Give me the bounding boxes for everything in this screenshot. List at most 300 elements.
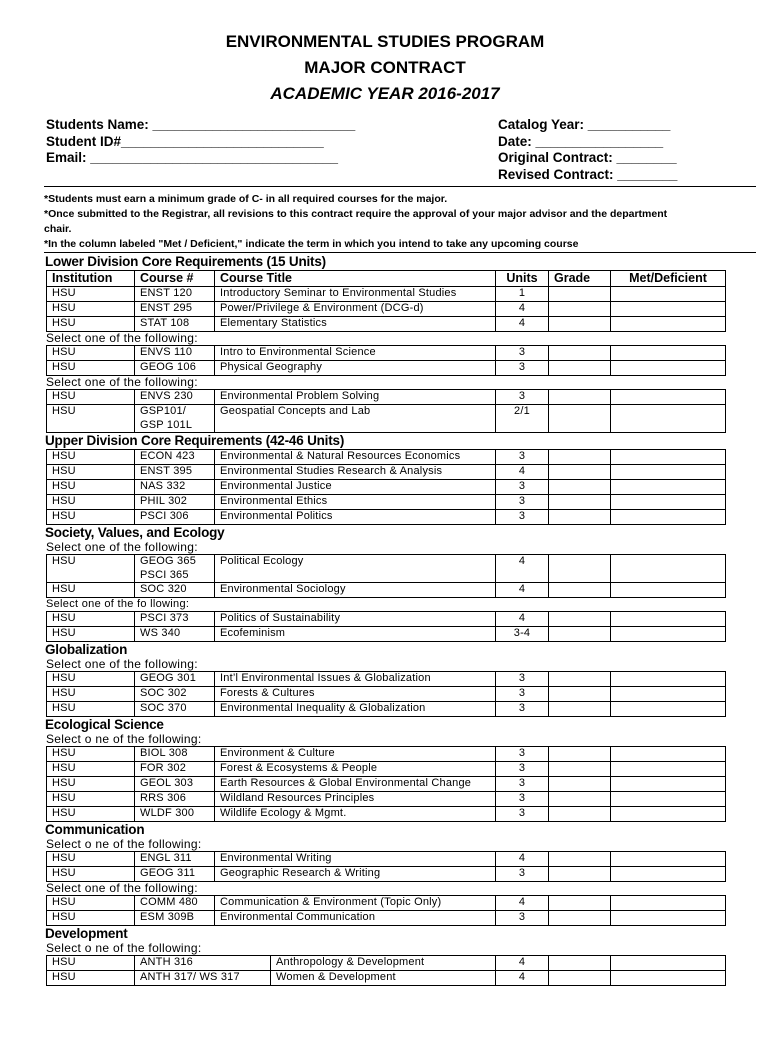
grade-cell[interactable] <box>549 495 611 510</box>
units-cell: 4 <box>496 971 549 986</box>
table-ecological-science <box>0 746 770 822</box>
institution-cell: HSU <box>47 777 135 792</box>
note-revisions: *Once submitted to the Registrar, all revisions to this contract require the approval of your major advisor and the department chair. <box>44 208 668 235</box>
table-row <box>47 583 726 598</box>
course-number-cell <box>135 361 215 376</box>
institution-cell: HSU <box>47 747 135 762</box>
institution-cell: HSU <box>47 450 135 465</box>
met-deficient-cell[interactable] <box>611 346 726 361</box>
major-contract-page <box>0 29 770 1053</box>
met-deficient-cell[interactable] <box>611 911 726 926</box>
institution-cell: HSU <box>47 702 135 717</box>
institution-cell: HSU <box>47 317 135 332</box>
units-cell: 4 <box>496 896 549 911</box>
institution-cell: HSU <box>47 346 135 361</box>
units-cell: 3 <box>496 911 549 926</box>
table-row <box>47 867 726 882</box>
academic-year-title: ACADEMIC YEAR 2016-2017 <box>270 84 500 103</box>
table-lower-division-required <box>0 270 770 332</box>
units-cell: 4 <box>496 317 549 332</box>
course-table <box>46 554 726 598</box>
course-number: RRS 306 <box>140 792 187 804</box>
course-title-cell: Women & Development <box>271 971 496 986</box>
grade-cell[interactable] <box>549 687 611 702</box>
table-communication-option-1 <box>0 851 770 882</box>
grade-cell[interactable] <box>549 971 611 986</box>
course-number: PHIL 302 <box>140 495 188 507</box>
course-number-cell <box>135 911 215 926</box>
units-cell: 3 <box>496 867 549 882</box>
units-cell: 4 <box>496 956 549 971</box>
select-label: Select o ne of the following: <box>46 941 202 955</box>
course-number: ECON 423 <box>140 450 195 462</box>
course-title-cell: Environmental Sociology <box>215 583 496 598</box>
grade-cell[interactable] <box>549 465 611 480</box>
table-row <box>47 911 726 926</box>
select-label: Select one of the following: <box>46 540 198 554</box>
table-row <box>47 405 726 433</box>
met-deficient-cell[interactable] <box>611 405 726 433</box>
table-row <box>47 302 726 317</box>
grade-cell[interactable] <box>549 867 611 882</box>
section-lower-division: Lower Division Core Requirements (15 Units) <box>45 254 326 269</box>
course-title-cell: Environment & Culture <box>215 747 496 762</box>
course-number: ENVS 230 <box>140 390 193 402</box>
course-number-cell <box>135 302 215 317</box>
table-row <box>47 971 726 986</box>
grade-cell[interactable] <box>549 346 611 361</box>
table-row <box>47 555 726 583</box>
course-number: ENVS 110 <box>140 346 193 358</box>
course-title-cell: Physical Geography <box>215 361 496 376</box>
met-deficient-cell[interactable] <box>611 747 726 762</box>
table-row <box>47 777 726 792</box>
table-lower-division-option-2 <box>0 389 770 433</box>
course-number-cell <box>135 777 215 792</box>
course-number-cell <box>135 612 215 627</box>
institution-cell: HSU <box>47 390 135 405</box>
course-number-cell <box>135 317 215 332</box>
units-cell: 4 <box>496 852 549 867</box>
table-row <box>47 390 726 405</box>
table-row <box>47 852 726 867</box>
student-info-left <box>46 117 355 167</box>
institution-cell: HSU <box>47 672 135 687</box>
institution-cell: HSU <box>47 792 135 807</box>
course-table <box>46 345 726 376</box>
table-development <box>0 955 770 986</box>
course-number-cell <box>135 465 215 480</box>
table-upper-division-core <box>0 449 770 525</box>
course-number-cell <box>135 583 215 598</box>
met-deficient-cell[interactable] <box>611 495 726 510</box>
course-title-cell: Forests & Cultures <box>215 687 496 702</box>
units-cell: 2/1 <box>496 405 549 433</box>
course-title-cell: Environmental Inequality & Globalization <box>215 702 496 717</box>
met-deficient-cell[interactable] <box>611 302 726 317</box>
grade-cell[interactable] <box>549 807 611 822</box>
table-row <box>47 896 726 911</box>
institution-cell: HSU <box>47 612 135 627</box>
course-title-cell: Environmental Writing <box>215 852 496 867</box>
met-deficient-cell[interactable] <box>611 627 726 642</box>
column-header-units: Units <box>496 271 549 287</box>
course-number: PSCI 373 <box>140 612 189 624</box>
section-communication: Communication <box>45 822 145 837</box>
course-number-cell <box>135 480 215 495</box>
course-table <box>46 895 726 926</box>
met-deficient-cell[interactable] <box>611 807 726 822</box>
student-id-field[interactable]: Student ID#___________________________ <box>46 133 324 149</box>
grade-cell[interactable] <box>549 390 611 405</box>
course-number: ANTH 316 <box>140 956 193 968</box>
select-label: Select one of the following: <box>46 375 198 389</box>
course-number-cell <box>135 672 215 687</box>
units-cell: 3 <box>496 510 549 525</box>
met-deficient-cell[interactable] <box>611 583 726 598</box>
table-lower-division-option-1 <box>0 345 770 376</box>
table-row <box>47 807 726 822</box>
grade-cell[interactable] <box>549 777 611 792</box>
units-cell: 3 <box>496 495 549 510</box>
met-deficient-cell[interactable] <box>611 687 726 702</box>
course-title-cell: Wildland Resources Principles <box>215 792 496 807</box>
course-title-cell: Introductory Seminar to Environmental Studies <box>215 287 496 302</box>
met-deficient-cell[interactable] <box>611 852 726 867</box>
met-deficient-cell[interactable] <box>611 465 726 480</box>
column-header-title: Course Title <box>215 271 496 287</box>
grade-cell[interactable] <box>549 480 611 495</box>
units-cell: 3 <box>496 747 549 762</box>
contract-info-right <box>498 117 677 183</box>
column-header-met-deficient: Met/Deficient <box>611 271 726 287</box>
column-header-institution: Institution <box>47 271 135 287</box>
course-number: ENGL 311 <box>140 852 192 864</box>
original-contract-field[interactable]: Original Contract: ________ <box>498 150 677 165</box>
course-number-cell <box>135 346 215 361</box>
met-deficient-cell[interactable] <box>611 777 726 792</box>
institution-cell: HSU <box>47 687 135 702</box>
course-number: GEOL 303 <box>140 777 194 789</box>
course-number-cell <box>135 747 215 762</box>
course-number: STAT 108 <box>140 317 190 329</box>
revised-contract-field[interactable]: Revised Contract: ________ <box>498 166 678 182</box>
email-field[interactable]: Email: _________________________________ <box>46 150 339 165</box>
table-row <box>47 361 726 376</box>
institution-cell: HSU <box>47 361 135 376</box>
select-label: Select one of the following: <box>46 331 198 345</box>
table-row <box>47 747 726 762</box>
table-row <box>47 612 726 627</box>
course-table <box>46 851 726 882</box>
institution-cell: HSU <box>47 302 135 317</box>
section-ecological-science: Ecological Science <box>45 717 164 732</box>
course-title-cell: Environmental Problem Solving <box>215 390 496 405</box>
catalog-year-field[interactable]: Catalog Year: ___________ <box>498 117 671 132</box>
table-row <box>47 450 726 465</box>
course-title-cell: Earth Resources & Global Environmental Change <box>215 777 496 792</box>
grade-cell[interactable] <box>549 612 611 627</box>
course-number-alt: GSP 101L <box>140 418 193 431</box>
institution-cell: HSU <box>47 465 135 480</box>
units-cell: 3 <box>496 346 549 361</box>
contract-notes <box>0 192 770 252</box>
units-cell: 4 <box>496 583 549 598</box>
units-cell: 4 <box>496 555 549 583</box>
course-number-cell <box>135 792 215 807</box>
table-row <box>47 792 726 807</box>
units-cell: 3 <box>496 480 549 495</box>
course-title-cell: Geographic Research & Writing <box>215 867 496 882</box>
column-header-course: Course # <box>135 271 215 287</box>
course-number-cell <box>135 971 271 986</box>
table-row <box>47 465 726 480</box>
course-title-cell: Environmental Ethics <box>215 495 496 510</box>
institution-cell: HSU <box>47 852 135 867</box>
section-development: Development <box>45 926 128 941</box>
grade-cell[interactable] <box>549 747 611 762</box>
course-number: PSCI 306 <box>140 510 189 522</box>
section-society-values-ecology: Society, Values, and Ecology <box>45 525 225 540</box>
course-number: BIOL 308 <box>140 747 188 759</box>
course-table <box>46 270 726 332</box>
met-deficient-cell[interactable] <box>611 867 726 882</box>
institution-cell: HSU <box>47 807 135 822</box>
course-number-cell <box>135 555 215 583</box>
institution-cell: HSU <box>47 480 135 495</box>
met-deficient-cell[interactable] <box>611 510 726 525</box>
grade-cell[interactable] <box>549 317 611 332</box>
grade-cell[interactable] <box>549 287 611 302</box>
grade-cell[interactable] <box>549 510 611 525</box>
course-number: ENST 120 <box>140 287 193 299</box>
institution-cell: HSU <box>47 510 135 525</box>
units-cell: 3 <box>496 390 549 405</box>
course-number: ANTH 317/ WS 317 <box>140 971 240 983</box>
course-title-cell: Politics of Sustainability <box>215 612 496 627</box>
student-name-field[interactable]: Students Name: ___________________________ <box>46 117 356 132</box>
grade-cell[interactable] <box>549 555 611 583</box>
note-met-deficient: *In the column labeled "Met / Deficient," indicate the term in which you intend to take any upcoming course <box>44 238 579 250</box>
course-number: GEOG 365 <box>140 555 197 567</box>
course-number-cell <box>135 807 215 822</box>
course-title-cell: Anthropology & Development <box>271 956 496 971</box>
met-deficient-cell[interactable] <box>611 555 726 583</box>
course-title-cell: Power/Privilege & Environment (DCG-d) <box>215 302 496 317</box>
course-number: FOR 302 <box>140 762 187 774</box>
institution-cell: HSU <box>47 971 135 986</box>
grade-cell[interactable] <box>549 792 611 807</box>
grade-cell[interactable] <box>549 762 611 777</box>
course-table <box>46 389 726 433</box>
course-title-cell: Communication & Environment (Topic Only) <box>215 896 496 911</box>
table-communication-option-2 <box>0 895 770 926</box>
table-row <box>47 687 726 702</box>
section-globalization: Globalization <box>45 642 128 657</box>
course-title-cell: Environmental & Natural Resources Economics <box>215 450 496 465</box>
course-title-cell: Elementary Statistics <box>215 317 496 332</box>
course-title-cell: Forest & Ecosystems & People <box>215 762 496 777</box>
units-cell: 3 <box>496 672 549 687</box>
course-table <box>46 746 726 822</box>
units-cell: 1 <box>496 287 549 302</box>
course-number-cell <box>135 702 215 717</box>
course-number: ENST 295 <box>140 302 193 314</box>
institution-cell: HSU <box>47 555 135 583</box>
table-row <box>47 317 726 332</box>
grade-cell[interactable] <box>549 911 611 926</box>
course-number: ENST 395 <box>140 465 193 477</box>
course-number-cell <box>135 762 215 777</box>
course-title-cell: Int’l Environmental Issues & Globalization <box>215 672 496 687</box>
course-number-cell <box>135 867 215 882</box>
section-upper-division: Upper Division Core Requirements (42-46 Units) <box>45 433 345 448</box>
met-deficient-cell[interactable] <box>611 762 726 777</box>
course-number: SOC 302 <box>140 687 187 699</box>
met-deficient-cell[interactable] <box>611 672 726 687</box>
institution-cell: HSU <box>47 583 135 598</box>
course-table <box>46 955 726 986</box>
institution-cell: HSU <box>47 896 135 911</box>
date-field[interactable]: Date: _________________ <box>498 133 664 149</box>
grade-cell[interactable] <box>549 852 611 867</box>
units-cell: 3 <box>496 807 549 822</box>
course-title-cell: Environmental Politics <box>215 510 496 525</box>
select-label: Select one of the following: <box>46 657 198 671</box>
institution-cell: HSU <box>47 287 135 302</box>
units-cell: 3 <box>496 450 549 465</box>
course-number: SOC 370 <box>140 702 187 714</box>
student-info-header <box>0 117 770 187</box>
course-number: GEOG 301 <box>140 672 197 684</box>
units-cell: 4 <box>496 465 549 480</box>
table-society-option-2 <box>0 611 770 642</box>
units-cell: 3 <box>496 702 549 717</box>
grade-cell[interactable] <box>549 627 611 642</box>
table-row <box>47 702 726 717</box>
table-globalization <box>0 671 770 717</box>
column-header-grade: Grade <box>549 271 611 287</box>
course-title-cell: Environmental Studies Research & Analysis <box>215 465 496 480</box>
course-number-cell <box>135 896 215 911</box>
institution-cell: HSU <box>47 495 135 510</box>
header-divider <box>44 186 756 187</box>
course-table <box>46 671 726 717</box>
course-title-cell: Political Ecology <box>215 555 496 583</box>
note-minimum-grade: *Students must earn a minimum grade of C- in all required courses for the major. <box>44 193 448 205</box>
met-deficient-cell[interactable] <box>611 956 726 971</box>
course-title-cell: Environmental Justice <box>215 480 496 495</box>
program-title: ENVIRONMENTAL STUDIES PROGRAM <box>225 32 545 51</box>
course-number-cell <box>135 405 215 433</box>
notes-divider <box>44 252 756 253</box>
met-deficient-cell[interactable] <box>611 792 726 807</box>
grade-cell[interactable] <box>549 302 611 317</box>
course-number-cell <box>135 450 215 465</box>
table-row <box>47 510 726 525</box>
units-cell: 3-4 <box>496 627 549 642</box>
table-row <box>47 287 726 302</box>
met-deficient-cell[interactable] <box>611 390 726 405</box>
grade-cell[interactable] <box>549 450 611 465</box>
course-number-cell <box>135 687 215 702</box>
table-row <box>47 480 726 495</box>
select-label: Select one of the fo llowing: <box>46 598 190 610</box>
table-header-row <box>47 271 726 287</box>
institution-cell: HSU <box>47 762 135 777</box>
grade-cell[interactable] <box>549 702 611 717</box>
course-title-cell: Intro to Environmental Science <box>215 346 496 361</box>
course-number: COMM 480 <box>140 896 198 908</box>
select-label: Select o ne of the following: <box>46 837 202 851</box>
course-number-alt: PSCI 365 <box>140 568 189 581</box>
units-cell: 3 <box>496 777 549 792</box>
institution-cell: HSU <box>47 405 135 433</box>
grade-cell[interactable] <box>549 956 611 971</box>
course-number: ESM 309B <box>140 911 195 923</box>
met-deficient-cell[interactable] <box>611 317 726 332</box>
table-society-option-1 <box>0 554 770 598</box>
units-cell: 4 <box>496 302 549 317</box>
course-number-cell <box>135 495 215 510</box>
course-title-cell: Geospatial Concepts and Lab <box>215 405 496 433</box>
grade-cell[interactable] <box>549 405 611 433</box>
course-number: GEOG 106 <box>140 361 197 373</box>
course-table <box>46 611 726 642</box>
institution-cell: HSU <box>47 627 135 642</box>
table-row <box>47 762 726 777</box>
course-number: GSP101/ <box>140 405 187 417</box>
table-row <box>47 346 726 361</box>
units-cell: 3 <box>496 361 549 376</box>
units-cell: 3 <box>496 792 549 807</box>
course-number: WLDF 300 <box>140 807 195 819</box>
met-deficient-cell[interactable] <box>611 361 726 376</box>
units-cell: 3 <box>496 687 549 702</box>
grade-cell[interactable] <box>549 361 611 376</box>
table-row <box>47 672 726 687</box>
course-number-cell <box>135 287 215 302</box>
course-number: NAS 332 <box>140 480 186 492</box>
met-deficient-cell[interactable] <box>611 971 726 986</box>
course-title-cell: Wildlife Ecology & Mgmt. <box>215 807 496 822</box>
table-row <box>47 956 726 971</box>
course-number-cell <box>135 510 215 525</box>
met-deficient-cell[interactable] <box>611 450 726 465</box>
met-deficient-cell[interactable] <box>611 896 726 911</box>
grade-cell[interactable] <box>549 583 611 598</box>
contract-title: MAJOR CONTRACT <box>304 58 466 77</box>
grade-cell[interactable] <box>549 896 611 911</box>
institution-cell: HSU <box>47 956 135 971</box>
course-number: SOC 320 <box>140 583 187 595</box>
units-cell: 3 <box>496 762 549 777</box>
course-number-cell <box>135 852 215 867</box>
units-cell: 4 <box>496 612 549 627</box>
grade-cell[interactable] <box>549 672 611 687</box>
course-title-cell: Ecofeminism <box>215 627 496 642</box>
met-deficient-cell[interactable] <box>611 612 726 627</box>
select-label: Select o ne of the following: <box>46 732 202 746</box>
institution-cell: HSU <box>47 911 135 926</box>
met-deficient-cell[interactable] <box>611 702 726 717</box>
met-deficient-cell[interactable] <box>611 480 726 495</box>
course-number-cell <box>135 956 271 971</box>
course-number: GEOG 311 <box>140 867 196 879</box>
table-row <box>47 627 726 642</box>
met-deficient-cell[interactable] <box>611 287 726 302</box>
course-title-cell: Environmental Communication <box>215 911 496 926</box>
